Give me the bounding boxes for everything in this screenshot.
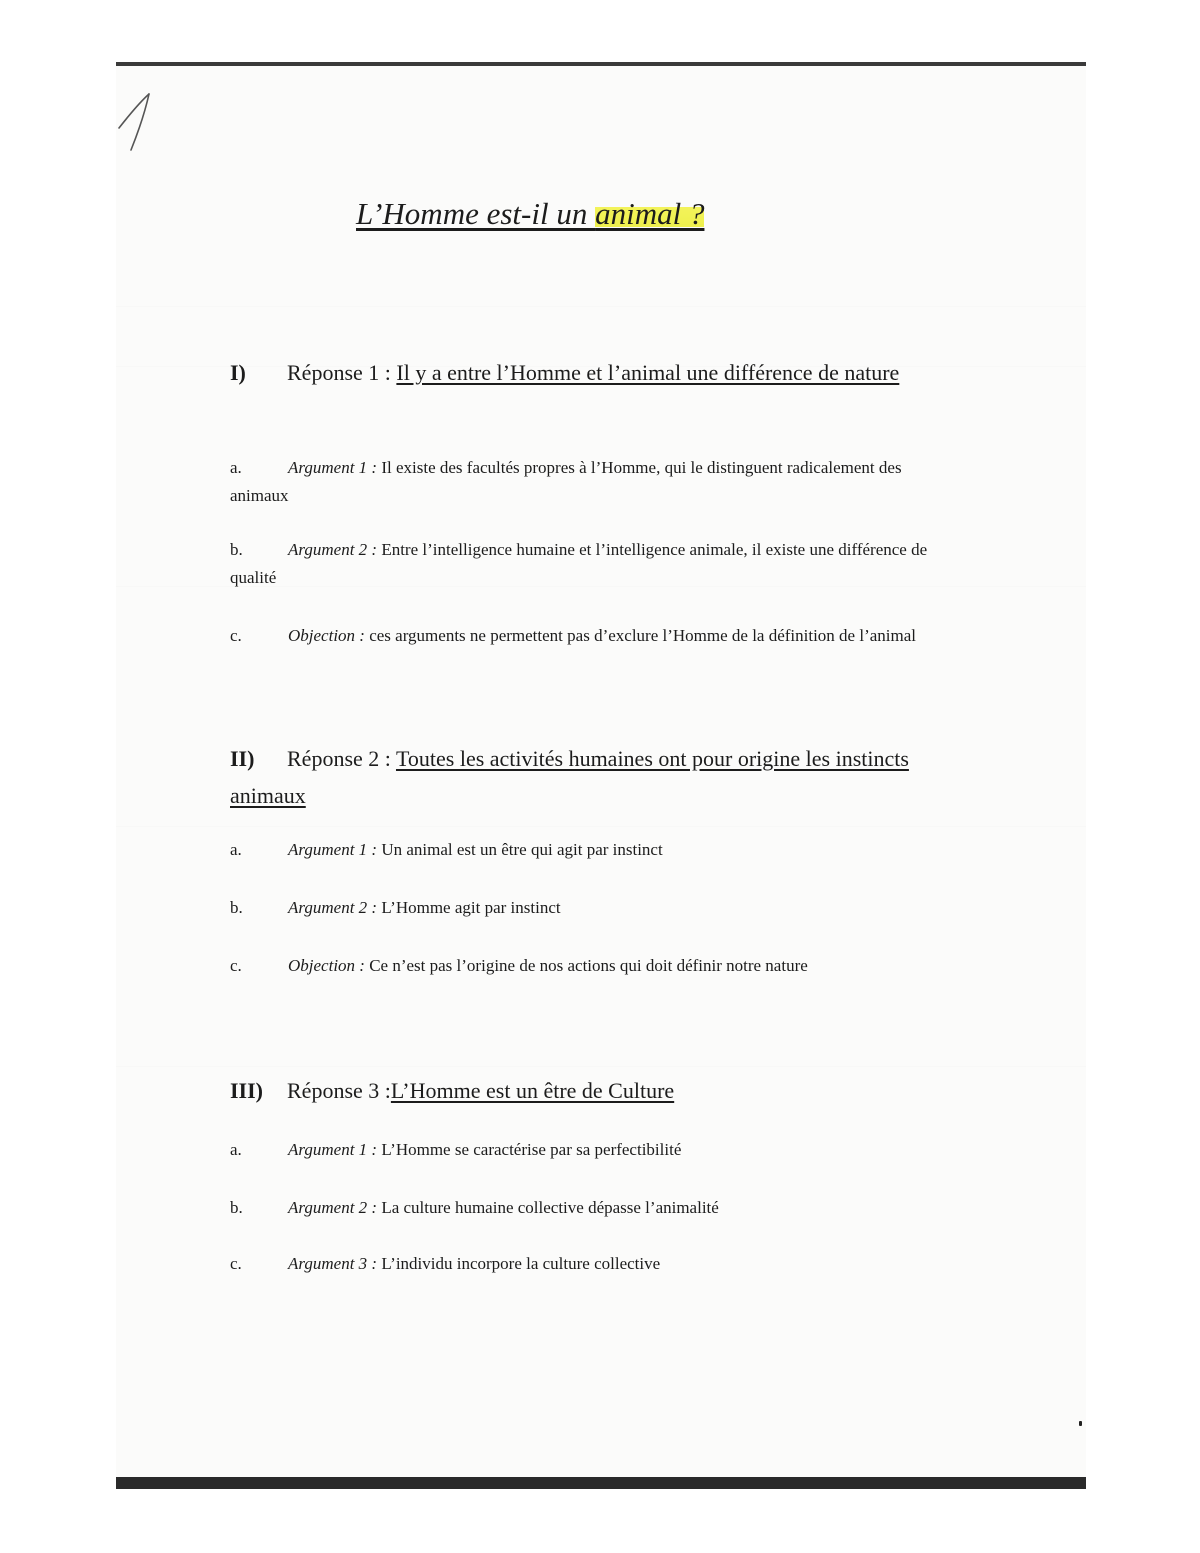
ink-speck (1079, 1421, 1082, 1426)
section-numeral: I) (230, 360, 246, 385)
show-through-line (116, 826, 1086, 827)
show-through-line (116, 1066, 1086, 1067)
item-label: Argument 2 : (288, 898, 378, 917)
item-label: Objection : (288, 626, 365, 645)
item-letter: b. (230, 1198, 243, 1217)
item-label: Argument 3 : (288, 1254, 378, 1273)
item-letter: a. (230, 840, 242, 859)
section-prefix: Réponse 2 : (287, 746, 396, 771)
item-label: Objection : (288, 956, 365, 975)
item-letter: c. (230, 956, 242, 975)
list-item (230, 1250, 930, 1278)
list-item (230, 622, 930, 650)
section-heading-2 (230, 740, 930, 814)
item-text: L’Homme agit par instinct (377, 898, 561, 917)
list-item (230, 536, 930, 592)
item-text: Il existe des facultés propres à l’Homme, qui le distinguent radicalement des animaux (230, 458, 902, 505)
item-label: Argument 2 : (288, 1198, 378, 1217)
section-prefix: Réponse 3 : (287, 1078, 391, 1103)
item-label: Argument 1 : (288, 840, 378, 859)
section-thesis: L’Homme est un être de Culture (390, 1078, 675, 1103)
section-prefix: Réponse 1 : (287, 360, 397, 385)
item-letter: b. (230, 898, 243, 917)
item-label: Argument 2 : (288, 540, 378, 559)
section-heading-3 (230, 1072, 930, 1109)
item-letter: b. (230, 540, 243, 559)
list-item (230, 1136, 930, 1164)
section-thesis: Il y a entre l’Homme et l’animal une différence de nature (396, 360, 900, 385)
title-highlighted-text: animal ? (595, 196, 705, 231)
document-title (356, 196, 704, 232)
item-text: Ce n’est pas l’origine de nos actions qui doit définir notre nature (364, 956, 808, 975)
item-letter: a. (230, 458, 242, 477)
list-item (230, 1194, 930, 1222)
item-text: Un animal est un être qui agit par instinct (377, 840, 663, 859)
list-item (230, 836, 930, 864)
item-letter: c. (230, 626, 242, 645)
title-text: L’Homme est-il un (356, 196, 596, 231)
item-text: L’Homme se caractérise par sa perfectibilité (377, 1140, 682, 1159)
list-item (230, 454, 930, 510)
item-text: La culture humaine collective dépasse l’animalité (377, 1198, 719, 1217)
item-label: Argument 1 : (288, 1140, 378, 1159)
handwritten-page-number (116, 76, 176, 156)
section-numeral: III) (230, 1078, 264, 1103)
list-item (230, 952, 930, 980)
list-item (230, 894, 930, 922)
item-text: L’individu incorpore la culture collective (377, 1254, 661, 1273)
section-thesis: Toutes les activités humaines ont pour origine les instincts animaux (230, 746, 909, 808)
section-numeral: II) (230, 746, 255, 771)
item-text: Entre l’intelligence humaine et l’intelligence animale, il existe une différence de qualité (230, 540, 928, 587)
document-page (116, 62, 1086, 1489)
item-text: ces arguments ne permettent pas d’exclure l’Homme de la définition de l’animal (364, 626, 917, 645)
item-letter: c. (230, 1254, 242, 1273)
item-letter: a. (230, 1140, 242, 1159)
item-label: Argument 1 : (288, 458, 378, 477)
show-through-line (116, 306, 1086, 307)
section-heading-1 (230, 354, 930, 391)
